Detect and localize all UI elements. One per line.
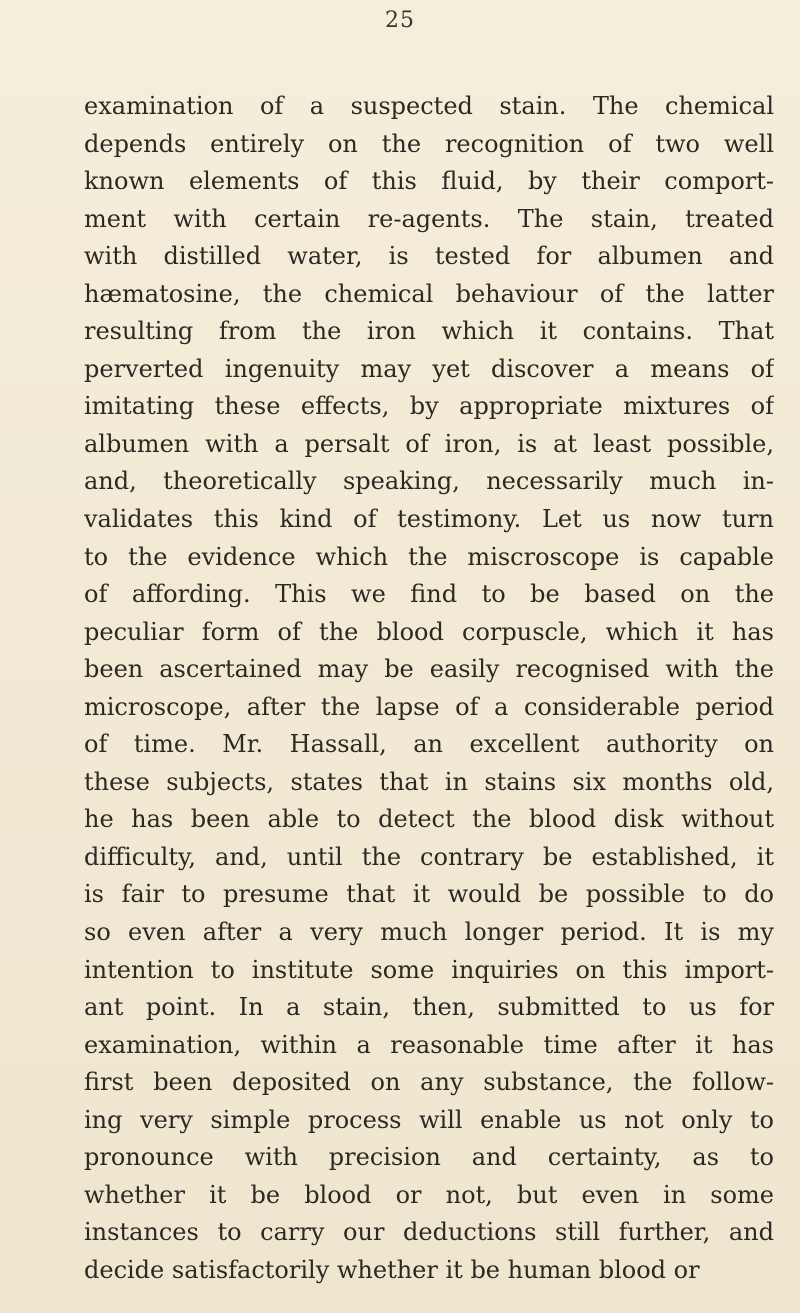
- text-line: whether it be blood or not, but even in some: [84, 1180, 774, 1209]
- text-line: known elements of this fluid, by their comport-: [84, 167, 774, 196]
- text-line: microscope, after the lapse of a considerable period: [84, 692, 774, 721]
- text-line: resulting from the iron which it contains. That: [84, 317, 774, 346]
- text-line: with distilled water, is tested for albumen and: [84, 242, 774, 271]
- text-line: these subjects, states that in stains six months old,: [84, 767, 774, 796]
- page-number: 25: [385, 8, 415, 33]
- text-line: ment with certain re-agents. The stain, treated: [84, 204, 774, 233]
- text-line: of affording. This we find to be based on the: [84, 580, 774, 609]
- text-line: instances to carry our deductions still further, and: [84, 1218, 774, 1247]
- text-line: first been deposited on any substance, the follow-: [84, 1068, 774, 1097]
- text-line: been ascertained may be easily recognised with the: [84, 655, 774, 684]
- text-line: perverted ingenuity may yet discover a means of: [84, 354, 774, 383]
- text-line: examination, within a reasonable time after it has: [84, 1030, 774, 1059]
- text-line: intention to institute some inquiries on this import-: [84, 955, 774, 984]
- text-line: peculiar form of the blood corpuscle, which it has: [84, 617, 774, 646]
- text-line: hæmatosine, the chemical behaviour of the latter: [84, 279, 774, 308]
- body-text: [84, 88, 774, 1290]
- text-line: to the evidence which the miscroscope is capable: [84, 542, 774, 571]
- text-line: depends entirely on the recognition of two well: [84, 129, 774, 158]
- text-line: ing very simple process will enable us not only to: [84, 1105, 774, 1134]
- text-line: and, theoretically speaking, necessarily much in-: [84, 467, 774, 496]
- text-line: pronounce with precision and certainty, as to: [84, 1143, 774, 1172]
- text-line: so even after a very much longer period. It is my: [84, 918, 774, 947]
- text-line: of time. Mr. Hassall, an excellent authority on: [84, 730, 774, 759]
- text-line: difficulty, and, until the contrary be established, it: [84, 842, 774, 871]
- text-line: imitating these effects, by appropriate mixtures of: [84, 392, 774, 421]
- text-line: albumen with a persalt of iron, is at least possible,: [84, 429, 774, 458]
- text-line: he has been able to detect the blood disk without: [84, 805, 774, 834]
- text-line: validates this kind of testimony. Let us now turn: [84, 505, 774, 534]
- text-line: decide satisfactorily whether it be human blood or: [84, 1255, 700, 1284]
- text-line: examination of a suspected stain. The chemical: [84, 92, 774, 120]
- text-line: is fair to presume that it would be possible to do: [84, 880, 774, 909]
- text-line: ant point. In a stain, then, submitted to us for: [84, 993, 774, 1022]
